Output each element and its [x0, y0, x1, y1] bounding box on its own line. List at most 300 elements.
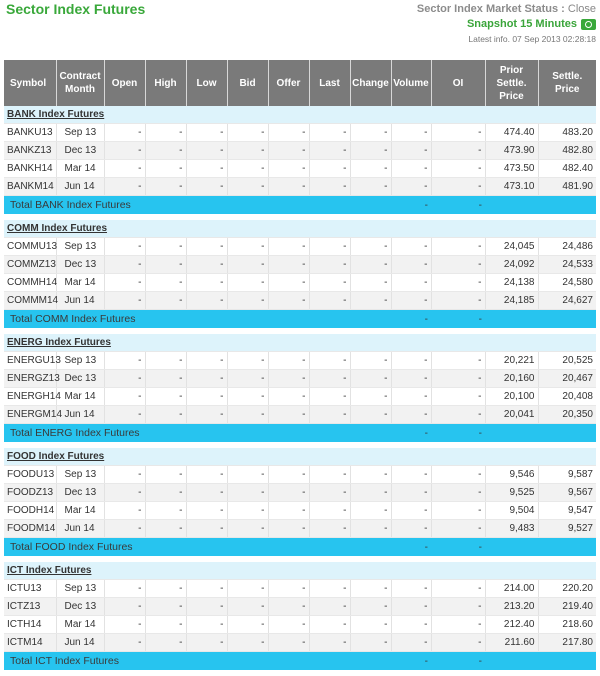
cell-symbol: BANKH14 [4, 160, 56, 178]
total-empty [538, 424, 596, 443]
group-title-link[interactable]: FOOD Index Futures [4, 448, 596, 466]
cell-bid: - [227, 634, 268, 652]
group-title-link[interactable]: ENERG Index Futures [4, 334, 596, 352]
cell-offer: - [268, 352, 309, 370]
cell-volume: - [391, 598, 431, 616]
cell-change: - [350, 484, 391, 502]
cell-open: - [104, 502, 145, 520]
cell-month: Mar 14 [56, 274, 104, 292]
cell-open: - [104, 484, 145, 502]
cell-offer: - [268, 484, 309, 502]
cell-offer: - [268, 256, 309, 274]
total-oi: - [431, 538, 485, 557]
cell-prior: 473.10 [485, 178, 538, 196]
cell-month: Jun 14 [56, 520, 104, 538]
group-total-row [4, 310, 596, 329]
cell-low: - [186, 274, 227, 292]
cell-low: - [186, 160, 227, 178]
column-header: Volume [391, 60, 431, 106]
cell-open: - [104, 580, 145, 598]
column-header: Symbol [4, 60, 56, 106]
cell-change: - [350, 160, 391, 178]
cell-offer: - [268, 238, 309, 256]
cell-last: - [309, 616, 350, 634]
cell-symbol: ENERGU13 [4, 352, 56, 370]
cell-oi: - [431, 124, 485, 142]
cell-volume: - [391, 124, 431, 142]
cell-open: - [104, 160, 145, 178]
cell-volume: - [391, 580, 431, 598]
cell-settle: 24,533 [538, 256, 596, 274]
table-row[interactable] [4, 520, 596, 538]
cell-month: Sep 13 [56, 580, 104, 598]
cell-change: - [350, 634, 391, 652]
table-row[interactable] [4, 238, 596, 256]
cell-offer: - [268, 502, 309, 520]
cell-change: - [350, 256, 391, 274]
cell-offer: - [268, 388, 309, 406]
group-total-row [4, 652, 596, 671]
table-row[interactable] [4, 370, 596, 388]
group-title-link[interactable]: ICT Index Futures [4, 562, 596, 580]
cell-settle: 20,350 [538, 406, 596, 424]
cell-month: Sep 13 [56, 466, 104, 484]
cell-symbol: BANKM14 [4, 178, 56, 196]
cell-oi: - [431, 274, 485, 292]
cell-oi: - [431, 388, 485, 406]
cell-bid: - [227, 142, 268, 160]
column-header: Settle. Price [538, 60, 596, 106]
cell-last: - [309, 292, 350, 310]
cell-prior: 9,483 [485, 520, 538, 538]
cell-change: - [350, 142, 391, 160]
group-header-row [4, 562, 596, 580]
cell-open: - [104, 142, 145, 160]
cell-offer: - [268, 406, 309, 424]
cell-offer: - [268, 124, 309, 142]
cell-settle: 482.80 [538, 142, 596, 160]
cell-last: - [309, 178, 350, 196]
cell-last: - [309, 124, 350, 142]
cell-month: Dec 13 [56, 598, 104, 616]
cell-offer: - [268, 160, 309, 178]
cell-high: - [145, 520, 186, 538]
table-row[interactable] [4, 388, 596, 406]
cell-symbol: FOODZ13 [4, 484, 56, 502]
cell-symbol: BANKU13 [4, 124, 56, 142]
cell-symbol: ENERGZ13 [4, 370, 56, 388]
cell-bid: - [227, 124, 268, 142]
total-label: Total FOOD Index Futures [4, 538, 391, 557]
cell-settle: 20,467 [538, 370, 596, 388]
table-row[interactable] [4, 580, 596, 598]
cell-low: - [186, 580, 227, 598]
cell-oi: - [431, 598, 485, 616]
cell-month: Jun 14 [56, 634, 104, 652]
cell-volume: - [391, 352, 431, 370]
cell-last: - [309, 388, 350, 406]
cell-change: - [350, 370, 391, 388]
cell-low: - [186, 256, 227, 274]
table-body [4, 106, 596, 670]
total-empty [485, 424, 538, 443]
cell-symbol: COMMM14 [4, 292, 56, 310]
cell-bid: - [227, 292, 268, 310]
table-row[interactable] [4, 634, 596, 652]
cell-volume: - [391, 616, 431, 634]
cell-high: - [145, 352, 186, 370]
cell-open: - [104, 520, 145, 538]
cell-high: - [145, 256, 186, 274]
cell-bid: - [227, 388, 268, 406]
cell-last: - [309, 484, 350, 502]
cell-last: - [309, 598, 350, 616]
cell-last: - [309, 256, 350, 274]
cell-open: - [104, 406, 145, 424]
cell-volume: - [391, 292, 431, 310]
cell-prior: 24,185 [485, 292, 538, 310]
table-row[interactable] [4, 160, 596, 178]
total-empty [485, 538, 538, 557]
cell-symbol: FOODH14 [4, 502, 56, 520]
cell-oi: - [431, 256, 485, 274]
cell-open: - [104, 124, 145, 142]
cell-last: - [309, 580, 350, 598]
cell-bid: - [227, 178, 268, 196]
cell-last: - [309, 502, 350, 520]
cell-settle: 9,587 [538, 466, 596, 484]
total-empty [538, 310, 596, 329]
cell-symbol: COMMU13 [4, 238, 56, 256]
cell-prior: 20,221 [485, 352, 538, 370]
cell-settle: 483.20 [538, 124, 596, 142]
cell-offer: - [268, 274, 309, 292]
cell-oi: - [431, 484, 485, 502]
cell-last: - [309, 406, 350, 424]
cell-prior: 212.40 [485, 616, 538, 634]
cell-last: - [309, 466, 350, 484]
cell-volume: - [391, 388, 431, 406]
cell-oi: - [431, 370, 485, 388]
cell-prior: 20,041 [485, 406, 538, 424]
latest-info: Latest info. 07 Sep 2013 02:28:18 [468, 34, 596, 44]
column-header: Bid [227, 60, 268, 106]
table-header-row [4, 60, 596, 106]
cell-prior: 24,045 [485, 238, 538, 256]
cell-month: Sep 13 [56, 238, 104, 256]
cell-settle: 217.80 [538, 634, 596, 652]
cell-settle: 219.40 [538, 598, 596, 616]
cell-low: - [186, 502, 227, 520]
cell-change: - [350, 388, 391, 406]
total-label: Total COMM Index Futures [4, 310, 391, 329]
cell-high: - [145, 388, 186, 406]
cell-change: - [350, 124, 391, 142]
cell-low: - [186, 352, 227, 370]
cell-oi: - [431, 238, 485, 256]
cell-change: - [350, 502, 391, 520]
column-header: Change [350, 60, 391, 106]
cell-offer: - [268, 598, 309, 616]
cell-high: - [145, 124, 186, 142]
group-total-row [4, 196, 596, 215]
cell-oi: - [431, 406, 485, 424]
cell-offer: - [268, 292, 309, 310]
cell-last: - [309, 370, 350, 388]
column-header: Last [309, 60, 350, 106]
cell-open: - [104, 274, 145, 292]
cell-month: Dec 13 [56, 370, 104, 388]
cell-month: Dec 13 [56, 256, 104, 274]
cell-volume: - [391, 160, 431, 178]
column-header: Contract Month [56, 60, 104, 106]
table-row[interactable] [4, 178, 596, 196]
cell-settle: 482.40 [538, 160, 596, 178]
cell-bid: - [227, 160, 268, 178]
cell-month: Mar 14 [56, 388, 104, 406]
cell-settle: 220.20 [538, 580, 596, 598]
cell-prior: 473.50 [485, 160, 538, 178]
cell-last: - [309, 160, 350, 178]
cell-high: - [145, 580, 186, 598]
cell-volume: - [391, 520, 431, 538]
camera-icon[interactable] [581, 19, 596, 30]
cell-offer: - [268, 580, 309, 598]
group-title-link[interactable]: BANK Index Futures [4, 106, 596, 124]
cell-volume: - [391, 466, 431, 484]
cell-month: Mar 14 [56, 502, 104, 520]
cell-low: - [186, 370, 227, 388]
cell-offer: - [268, 370, 309, 388]
cell-low: - [186, 142, 227, 160]
cell-oi: - [431, 634, 485, 652]
total-volume: - [391, 538, 431, 557]
cell-volume: - [391, 256, 431, 274]
table-row[interactable] [4, 124, 596, 142]
cell-offer: - [268, 142, 309, 160]
group-header-row [4, 334, 596, 352]
cell-low: - [186, 484, 227, 502]
cell-bid: - [227, 466, 268, 484]
cell-month: Mar 14 [56, 616, 104, 634]
cell-bid: - [227, 352, 268, 370]
total-label: Total BANK Index Futures [4, 196, 391, 215]
total-empty [538, 652, 596, 671]
cell-high: - [145, 502, 186, 520]
total-empty [485, 652, 538, 671]
cell-volume: - [391, 274, 431, 292]
table-row[interactable] [4, 292, 596, 310]
snapshot-label[interactable]: Snapshot 15 Minutes [466, 18, 577, 30]
group-header-row [4, 106, 596, 124]
table-row[interactable] [4, 142, 596, 160]
cell-symbol: ICTM14 [4, 634, 56, 652]
column-header: Low [186, 60, 227, 106]
total-empty [538, 196, 596, 215]
cell-high: - [145, 160, 186, 178]
cell-last: - [309, 520, 350, 538]
cell-prior: 24,092 [485, 256, 538, 274]
cell-settle: 9,527 [538, 520, 596, 538]
total-empty [485, 310, 538, 329]
market-status-panel [417, 3, 596, 44]
cell-open: - [104, 616, 145, 634]
cell-low: - [186, 178, 227, 196]
column-header: Prior Settle. Price [485, 60, 538, 106]
cell-change: - [350, 406, 391, 424]
cell-open: - [104, 238, 145, 256]
cell-settle: 9,547 [538, 502, 596, 520]
market-status-line [417, 3, 596, 15]
cell-symbol: COMMH14 [4, 274, 56, 292]
cell-settle: 24,627 [538, 292, 596, 310]
cell-high: - [145, 598, 186, 616]
table-row[interactable] [4, 502, 596, 520]
cell-high: - [145, 484, 186, 502]
cell-oi: - [431, 502, 485, 520]
cell-change: - [350, 292, 391, 310]
cell-open: - [104, 256, 145, 274]
cell-change: - [350, 238, 391, 256]
cell-prior: 473.90 [485, 142, 538, 160]
cell-volume: - [391, 370, 431, 388]
cell-settle: 218.60 [538, 616, 596, 634]
cell-oi: - [431, 520, 485, 538]
group-header-row [4, 448, 596, 466]
cell-volume: - [391, 238, 431, 256]
cell-offer: - [268, 178, 309, 196]
table-row[interactable] [4, 598, 596, 616]
cell-settle: 9,567 [538, 484, 596, 502]
total-volume: - [391, 196, 431, 215]
cell-offer: - [268, 616, 309, 634]
cell-month: Mar 14 [56, 160, 104, 178]
total-volume: - [391, 424, 431, 443]
table-row[interactable] [4, 352, 596, 370]
cell-high: - [145, 274, 186, 292]
cell-open: - [104, 634, 145, 652]
cell-change: - [350, 274, 391, 292]
cell-volume: - [391, 634, 431, 652]
cell-high: - [145, 238, 186, 256]
table-row[interactable] [4, 484, 596, 502]
cell-low: - [186, 292, 227, 310]
cell-volume: - [391, 142, 431, 160]
column-header: High [145, 60, 186, 106]
cell-oi: - [431, 292, 485, 310]
cell-symbol: FOODU13 [4, 466, 56, 484]
total-oi: - [431, 424, 485, 443]
cell-month: Jun 14 [56, 178, 104, 196]
cell-settle: 24,486 [538, 238, 596, 256]
cell-last: - [309, 634, 350, 652]
cell-low: - [186, 406, 227, 424]
cell-low: - [186, 520, 227, 538]
cell-settle: 24,580 [538, 274, 596, 292]
cell-last: - [309, 142, 350, 160]
cell-change: - [350, 598, 391, 616]
column-header: OI [431, 60, 485, 106]
cell-symbol: FOODM14 [4, 520, 56, 538]
cell-prior: 211.60 [485, 634, 538, 652]
group-total-row [4, 424, 596, 443]
cell-high: - [145, 370, 186, 388]
cell-prior: 24,138 [485, 274, 538, 292]
cell-change: - [350, 580, 391, 598]
cell-volume: - [391, 178, 431, 196]
cell-month: Sep 13 [56, 124, 104, 142]
table-row[interactable] [4, 274, 596, 292]
cell-oi: - [431, 160, 485, 178]
cell-oi: - [431, 142, 485, 160]
cell-open: - [104, 292, 145, 310]
cell-bid: - [227, 406, 268, 424]
table-row[interactable] [4, 466, 596, 484]
cell-symbol: ICTZ13 [4, 598, 56, 616]
cell-symbol: ENERGH14 [4, 388, 56, 406]
cell-low: - [186, 598, 227, 616]
cell-high: - [145, 466, 186, 484]
cell-bid: - [227, 238, 268, 256]
cell-symbol: BANKZ13 [4, 142, 56, 160]
cell-symbol: ENERGM14 [4, 406, 56, 424]
cell-open: - [104, 388, 145, 406]
cell-low: - [186, 124, 227, 142]
table-row[interactable] [4, 406, 596, 424]
cell-high: - [145, 616, 186, 634]
cell-bid: - [227, 598, 268, 616]
cell-bid: - [227, 502, 268, 520]
cell-prior: 474.40 [485, 124, 538, 142]
cell-month: Sep 13 [56, 352, 104, 370]
total-oi: - [431, 196, 485, 215]
total-volume: - [391, 652, 431, 671]
cell-oi: - [431, 178, 485, 196]
cell-volume: - [391, 484, 431, 502]
cell-high: - [145, 406, 186, 424]
cell-bid: - [227, 274, 268, 292]
group-header-row [4, 220, 596, 238]
total-label: Total ENERG Index Futures [4, 424, 391, 443]
cell-month: Jun 14 [56, 292, 104, 310]
cell-symbol: ICTU13 [4, 580, 56, 598]
cell-symbol: COMMZ13 [4, 256, 56, 274]
cell-symbol: ICTH14 [4, 616, 56, 634]
cell-last: - [309, 274, 350, 292]
cell-settle: 481.90 [538, 178, 596, 196]
cell-oi: - [431, 466, 485, 484]
snapshot-link[interactable] [417, 18, 596, 30]
table-row[interactable] [4, 616, 596, 634]
group-total-row [4, 538, 596, 557]
cell-settle: 20,525 [538, 352, 596, 370]
cell-open: - [104, 178, 145, 196]
total-label: Total ICT Index Futures [4, 652, 391, 671]
cell-prior: 213.20 [485, 598, 538, 616]
cell-high: - [145, 178, 186, 196]
cell-open: - [104, 466, 145, 484]
page-title: Sector Index Futures [6, 1, 146, 17]
cell-offer: - [268, 634, 309, 652]
market-status-label: Sector Index Market Status : [416, 3, 565, 15]
group-title-link[interactable]: COMM Index Futures [4, 220, 596, 238]
cell-bid: - [227, 484, 268, 502]
cell-month: Dec 13 [56, 484, 104, 502]
cell-oi: - [431, 580, 485, 598]
total-empty [538, 538, 596, 557]
cell-open: - [104, 370, 145, 388]
table-row[interactable] [4, 256, 596, 274]
